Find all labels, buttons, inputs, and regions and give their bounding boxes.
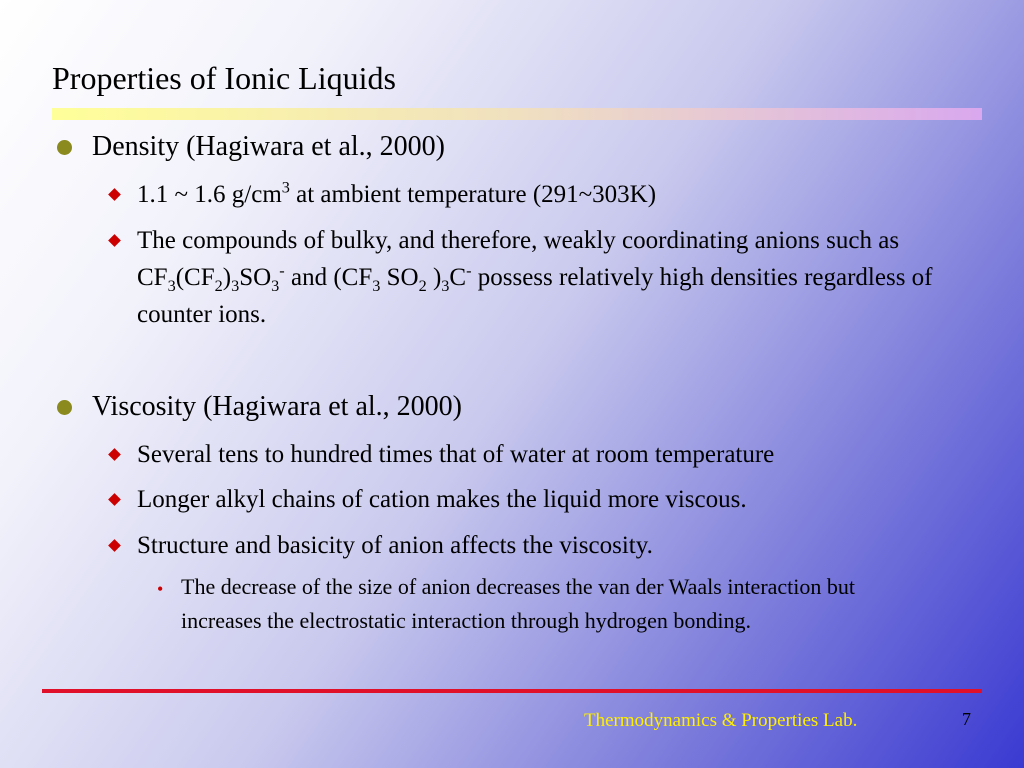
bullet-dot-icon [57, 400, 72, 415]
footer-rule [42, 689, 982, 693]
bullet-dot-icon [57, 140, 72, 155]
slide-title: Properties of Ionic Liquids [52, 60, 396, 96]
viscosity-point-1: Several tens to hundred times that of water at room temperature [137, 441, 775, 468]
bullet-diamond-icon [108, 448, 121, 461]
viscosity-heading: Viscosity (Hagiwara et al., 2000) [92, 391, 462, 422]
viscosity-point-2: Longer alkyl chains of cation makes the liquid more viscous. [137, 486, 747, 513]
bullet-diamond-icon [108, 234, 121, 247]
bullet-diamond-icon [108, 493, 121, 506]
page-number: 7 [962, 709, 971, 729]
title-underline [52, 108, 982, 120]
bullet-small-dot-icon: • [157, 579, 164, 599]
bullet-diamond-icon [108, 539, 121, 552]
bullet-diamond-icon [108, 188, 121, 201]
density-point-1: 1.1 ~ 1.6 $g/cm^3$ at ambient temperature (291~303K) [137, 178, 657, 208]
density-point-2: The compounds of bulky, and therefore, weakly coordinating anions such as $CF_3(CF_2)_3SO_3^-$ and ($CF_3$ $SO_2$ )$_3C^-$ possess relatively high densities regardless of counter ions. [137, 227, 933, 328]
viscosity-subpoint: The decrease of the size of anion decreases the van der Waals interaction but increases the electrostatic interaction through hydrogen bonding. [181, 574, 856, 633]
footer-lab-name: Thermodynamics & Properties Lab. [584, 710, 858, 731]
density-heading: Density (Hagiwara et al., 2000) [92, 131, 445, 162]
viscosity-point-3: Structure and basicity of anion affects the viscosity. [137, 532, 653, 559]
